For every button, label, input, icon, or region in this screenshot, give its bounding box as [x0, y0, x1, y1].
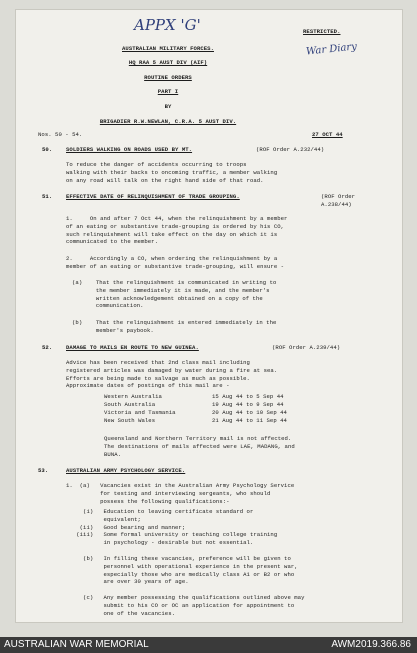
paragraph-52-body: Advice has been received that 2nd class mail including registered articles was damaged by water during a fire at sea. Efforts are being made to salvage as much as possible. Approximate dates of postings of this mail are -: [66, 359, 278, 390]
paragraph-52-number: 52.: [42, 344, 53, 351]
restricted-label: RESTRICTED.: [303, 28, 341, 35]
state-dates: 20 Aug 44 to 10 Sep 44: [212, 409, 287, 416]
paragraph-50-number: 50.: [42, 146, 53, 153]
paragraph-51-section-2: 2. Accordingly a CO, when ordering the relinquishment by a member of an eating or substantive trade-grouping, will ensure -: [66, 255, 285, 270]
order-date: 27 OCT 44: [312, 131, 343, 138]
paragraph-51-title: EFFECTIVE DATE OF RELINQUISHMENT OF TRADE GROUPING.: [66, 193, 240, 200]
paragraph-50-ref: (ROF Order A.232/44): [256, 146, 325, 153]
paragraph-52-title: DAMAGE TO MAILS EN ROUTE TO NEW GUINEA.: [66, 344, 199, 351]
by-heading: BY: [164, 103, 172, 110]
paragraph-50-title: SOLDIERS WALKING ON ROADS USED BY MT.: [66, 146, 193, 153]
state-name: South Australia: [104, 401, 156, 408]
paragraph-53-title: AUSTRALIAN ARMY PSYCHOLOGY SERVICE.: [66, 467, 186, 474]
paragraph-53-qualifications: (i) Education to leaving certificate standard or equivalent; (ii) Good bearing and manner; (iii) Some formal university or teaching college training in psychology - desirable but not essential.: [76, 508, 278, 547]
order-numbers: Nos. 50 - 54.: [38, 131, 83, 138]
paragraph-51-item-a: (a) That the relinquishment is communicated in writing to the member immediately it is made, and the member's written acknowledgement obtained on a copy of the communication.: [72, 279, 277, 310]
war-diary-handwriting: War Diary: [305, 41, 358, 58]
paragraph-51-ref: (ROF Order A.238/44): [321, 193, 356, 208]
footer-institution: AUSTRALIAN WAR MEMORIAL: [4, 639, 149, 650]
paragraph-52-after: Queensland and Northern Territory mail is not affected. The destinations of mails affected were LAE, MADANG, and BUNA.: [104, 435, 295, 458]
state-name: Victoria and Tasmania: [104, 409, 176, 416]
appendix-handwriting: APPX 'G': [134, 16, 201, 34]
force-heading: AUSTRALIAN MILITARY FORCES.: [122, 45, 214, 52]
state-dates: 19 Aug 44 to 9 Sep 44: [212, 401, 284, 408]
paragraph-51-item-b: (b) That the relinquishment is entered immediately in the member's paybook.: [72, 319, 277, 334]
paragraph-53-section-1a: 1. (a) Vacancies exist in the Australian Army Psychology Service for testing and interviewing sergeants, who should possess the following qualifications:-: [66, 482, 295, 505]
paragraph-50-body: To reduce the danger of accidents occurring to troops walking with their backs to oncoming traffic, a member walking on any road will talk on the right hand side of that road.: [66, 161, 278, 184]
mail-dates-table: [104, 393, 354, 427]
state-name: Western Australia: [104, 393, 162, 400]
paragraph-53-item-b: (b) In filling these vacancies, preference will be given to personnel with operational experience in the present war, especially those who are medically class A1 or B2 or who are over 30 years of age.: [83, 555, 298, 586]
paragraph-53-number: 53.: [38, 467, 49, 474]
hq-heading: HQ RAA 5 AUST DIV (AIF): [128, 59, 208, 66]
paragraph-51-section-1: 1. On and after 7 Oct 44, when the relinquishment by a member of an eating or substantive trade-grouping is ordered by his CO, such relinquishment will take effect on the day on which it is communicated to the member.: [66, 215, 288, 246]
paragraph-53-item-c: (c) Any member possessing the qualifications outlined above may submit to his CO or OC an application for appointment to one of the vacancies.: [83, 594, 305, 617]
footer-bar: [0, 637, 417, 653]
document-page: [16, 10, 402, 622]
footer-accession-number: AWM2019.366.86: [331, 639, 411, 650]
brigadier-heading: BRIGADIER R.W.NEWLAN, C.R.A. 5 AUST DIV.: [99, 118, 237, 125]
paragraph-51-number: 51.: [42, 193, 53, 200]
state-name: New South Wales: [104, 417, 156, 424]
state-dates: 15 Aug 44 to 5 Sep 44: [212, 393, 284, 400]
orders-heading: ROUTINE ORDERS: [144, 74, 192, 81]
state-dates: 21 Aug 44 to 11 Sep 44: [212, 417, 287, 424]
part-heading: PART I: [157, 88, 179, 95]
paragraph-52-ref: (ROF Order A.239/44): [272, 344, 341, 351]
